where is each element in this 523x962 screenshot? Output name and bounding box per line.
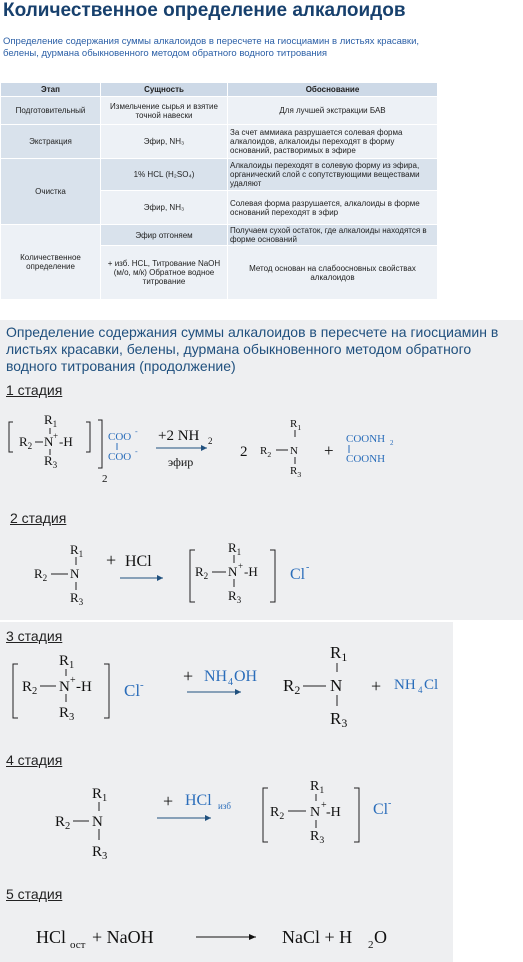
svg-text:R1: R1 <box>330 643 348 664</box>
svg-text:HCl: HCl <box>125 553 152 570</box>
svg-text:-: - <box>388 798 392 809</box>
coo-top: COO <box>108 431 132 443</box>
cell-stage: Очистка <box>1 159 101 225</box>
svg-text:2: 2 <box>368 939 374 951</box>
svg-text:R2: $R_2$ <box>34 566 48 583</box>
table-row <box>1 225 438 246</box>
header-stage: Этап <box>1 83 101 97</box>
svg-text:2: 2 <box>240 444 248 460</box>
svg-text:2: 2 <box>208 436 213 446</box>
svg-text:+ NaOH: + NaOH <box>92 927 154 947</box>
amine-base-2 <box>34 542 84 607</box>
h-label: -H <box>59 434 73 449</box>
svg-text:R2: $R_2$ <box>55 814 71 832</box>
svg-text:R3: $R_3$ <box>92 844 108 862</box>
svg-text:+: + <box>106 550 117 570</box>
stage-5-label: 5 стадия <box>6 886 63 902</box>
svg-text:O: O <box>374 927 387 947</box>
svg-text:+: + <box>53 431 59 441</box>
svg-text:R1: $R_1$ <box>310 779 325 796</box>
svg-text:R2: $R_2$ <box>195 564 209 581</box>
svg-text:R2: R2 <box>283 676 301 697</box>
svg-text:4: 4 <box>418 685 423 695</box>
svg-text:+2 NH: +2 NH <box>158 428 200 444</box>
cell-reason: Для лучшей экстракции БАВ <box>228 97 438 125</box>
stage-3-5-equations <box>0 622 453 962</box>
amine-base-3 <box>283 643 438 730</box>
titration-equation <box>36 927 387 951</box>
stages-table <box>0 82 438 300</box>
reaction-arrow-2 <box>106 550 163 581</box>
stage-1-2-equations <box>0 320 523 620</box>
stage-4-label: 4 стадия <box>6 752 63 768</box>
slide-subtitle: Определение содержания суммы алкалоидов в пересчете на гиосциамин в листьях красавки, белены, дурмана обыкновенного методом обратного водного титрования (продолжение) <box>6 324 499 374</box>
coo-bottom: COO <box>108 451 132 463</box>
cell-essence: Измельчение сырья и взятие точной навески <box>101 97 228 125</box>
header-reason: Обоснование <box>228 83 438 97</box>
svg-text:HCl: HCl <box>36 927 67 947</box>
cell-essence: + изб. HCL, Титрование NaOH (м/о, м/к) Обратное водное титрование <box>101 246 228 300</box>
cell-reason: Алкалоиды переходят в солевую форму из эфира, органический слой с сопутствующими веществами удаляют <box>228 159 438 191</box>
r2-label: $R_2$ <box>19 434 33 451</box>
svg-text:R2: $R_2$ <box>22 679 38 697</box>
ammonium-oxalate <box>324 433 394 465</box>
cell-reason: Солевая форма разрушается, алкалоиды в форме оснований переходят в эфир <box>228 191 438 225</box>
amine-base <box>240 418 301 479</box>
svg-text:Cl: Cl <box>124 681 141 700</box>
svg-text:Cl: Cl <box>424 677 439 693</box>
cell-reason: Получаем сухой остаток, где алкалоиды находятся в форме оснований <box>228 225 438 246</box>
cell-essence: 1% HCL (H₂SO₄) <box>101 159 228 191</box>
slide-title: Количественное определение алкалоидов <box>3 0 406 21</box>
cell-essence: Эфир, NH₃ <box>101 191 228 225</box>
svg-text:эфир: эфир <box>168 455 194 469</box>
svg-text:R1: $R_1$ <box>290 418 302 432</box>
svg-text:ост: ост <box>70 939 86 951</box>
slide-subtitle: Определение содержания суммы алкалоидов в пересчете на гиосциамин в листьях красавки, белены, дурмана обыкновенного методом обратного водного титрования <box>3 36 420 59</box>
svg-text:N: N <box>70 566 80 581</box>
svg-text:2: 2 <box>102 473 108 485</box>
svg-text:OH: OH <box>234 668 258 685</box>
svg-text:+: + <box>238 561 244 571</box>
svg-text:+: + <box>321 800 327 811</box>
svg-text:R3: $R_3$ <box>290 465 302 479</box>
svg-text:4: 4 <box>228 677 233 688</box>
header-essence: Сущность <box>101 83 228 97</box>
svg-text:-H: -H <box>244 564 258 579</box>
svg-text:R1: $R_1$ <box>228 540 242 557</box>
cell-stage: Количественное определение <box>1 225 101 300</box>
svg-text:+: + <box>371 676 382 696</box>
svg-text:N: N <box>228 564 238 579</box>
slide-stages-3-5 <box>0 622 453 962</box>
svg-text:N: N <box>310 805 321 820</box>
svg-text:+: + <box>163 791 174 811</box>
svg-text:COONH: COONH <box>346 433 386 445</box>
cell-reason: За счет аммиака разрушается солевая форма алкалоидов, алкалоиды переходят в форму оснований, растворимых в эфире <box>228 125 438 159</box>
svg-text:N: N <box>92 814 103 830</box>
svg-text:R3: $R_3$ <box>228 588 242 605</box>
slide-stages-1-2 <box>0 320 523 620</box>
svg-text:+: + <box>324 441 334 460</box>
r1-label: $R_1$ <box>44 412 58 429</box>
svg-text:-H: -H <box>76 679 92 695</box>
table-header-row <box>1 83 438 97</box>
svg-text:+: + <box>70 675 76 686</box>
svg-text:-: - <box>140 679 144 691</box>
stage-2-label: 2 стадия <box>10 510 67 526</box>
cell-reason: Метод основан на слабоосновных свойствах алкалоидов <box>228 246 438 300</box>
bracket-outer <box>98 420 102 468</box>
svg-text:2: 2 <box>390 439 394 447</box>
svg-text:-: - <box>135 427 138 436</box>
svg-text:-H: -H <box>326 805 341 820</box>
svg-text:R3: R3 <box>330 709 348 730</box>
ammonium-chloride-salt <box>190 540 309 605</box>
svg-text:Cl: Cl <box>290 566 306 583</box>
cell-essence: Эфир отгоняем <box>101 225 228 246</box>
svg-text:N: N <box>59 679 70 695</box>
r3-label: $R_3$ <box>44 453 58 470</box>
slide-table <box>0 0 440 318</box>
svg-text:R2: $R_2$ <box>270 805 285 822</box>
svg-text:R1: $R_1$ <box>70 542 84 559</box>
svg-text:+: + <box>183 666 194 686</box>
table-row <box>1 125 438 159</box>
svg-text:NH: NH <box>204 668 228 685</box>
cell-stage: Подготовительный <box>1 97 101 125</box>
reaction-arrow-1 <box>156 428 213 469</box>
svg-text:изб: изб <box>218 801 231 811</box>
ammonium-chloride-salt-4 <box>263 779 391 846</box>
ammonium-chloride-salt-3 <box>13 653 144 723</box>
svg-text:R2: $R_2$ <box>260 445 272 459</box>
cell-essence: Эфир, NH₃ <box>101 125 228 159</box>
amine-base-4 <box>55 786 107 862</box>
stage-1-label: 1 стадия <box>6 382 63 398</box>
svg-text:Cl: Cl <box>373 801 389 818</box>
ammonium-salt <box>9 412 138 485</box>
svg-text:R3: $R_3$ <box>70 590 84 607</box>
svg-text:R3: $R_3$ <box>59 705 75 723</box>
table-row <box>1 159 438 191</box>
reaction-arrow-4 <box>157 791 231 821</box>
svg-text:R3: $R_3$ <box>310 829 325 846</box>
svg-text:N: N <box>290 445 298 457</box>
svg-text:R1: $R_1$ <box>59 653 75 671</box>
reaction-arrow-3 <box>183 666 258 695</box>
svg-text:HCl: HCl <box>185 792 212 809</box>
bracket-left <box>9 422 13 452</box>
bracket-right <box>86 422 90 452</box>
svg-text:R1: $R_1$ <box>92 786 108 804</box>
svg-text:-: - <box>135 447 138 456</box>
nitrogen-label: N <box>44 434 54 449</box>
table-row <box>1 97 438 125</box>
cell-stage: Экстракция <box>1 125 101 159</box>
svg-text:NH: NH <box>394 677 416 693</box>
svg-text:COONH: COONH <box>346 453 386 465</box>
svg-text:-: - <box>306 562 310 573</box>
svg-text:N: N <box>330 676 343 695</box>
svg-text:NaCl + H: NaCl + H <box>282 927 353 947</box>
stage-3-label: 3 стадия <box>6 628 63 644</box>
